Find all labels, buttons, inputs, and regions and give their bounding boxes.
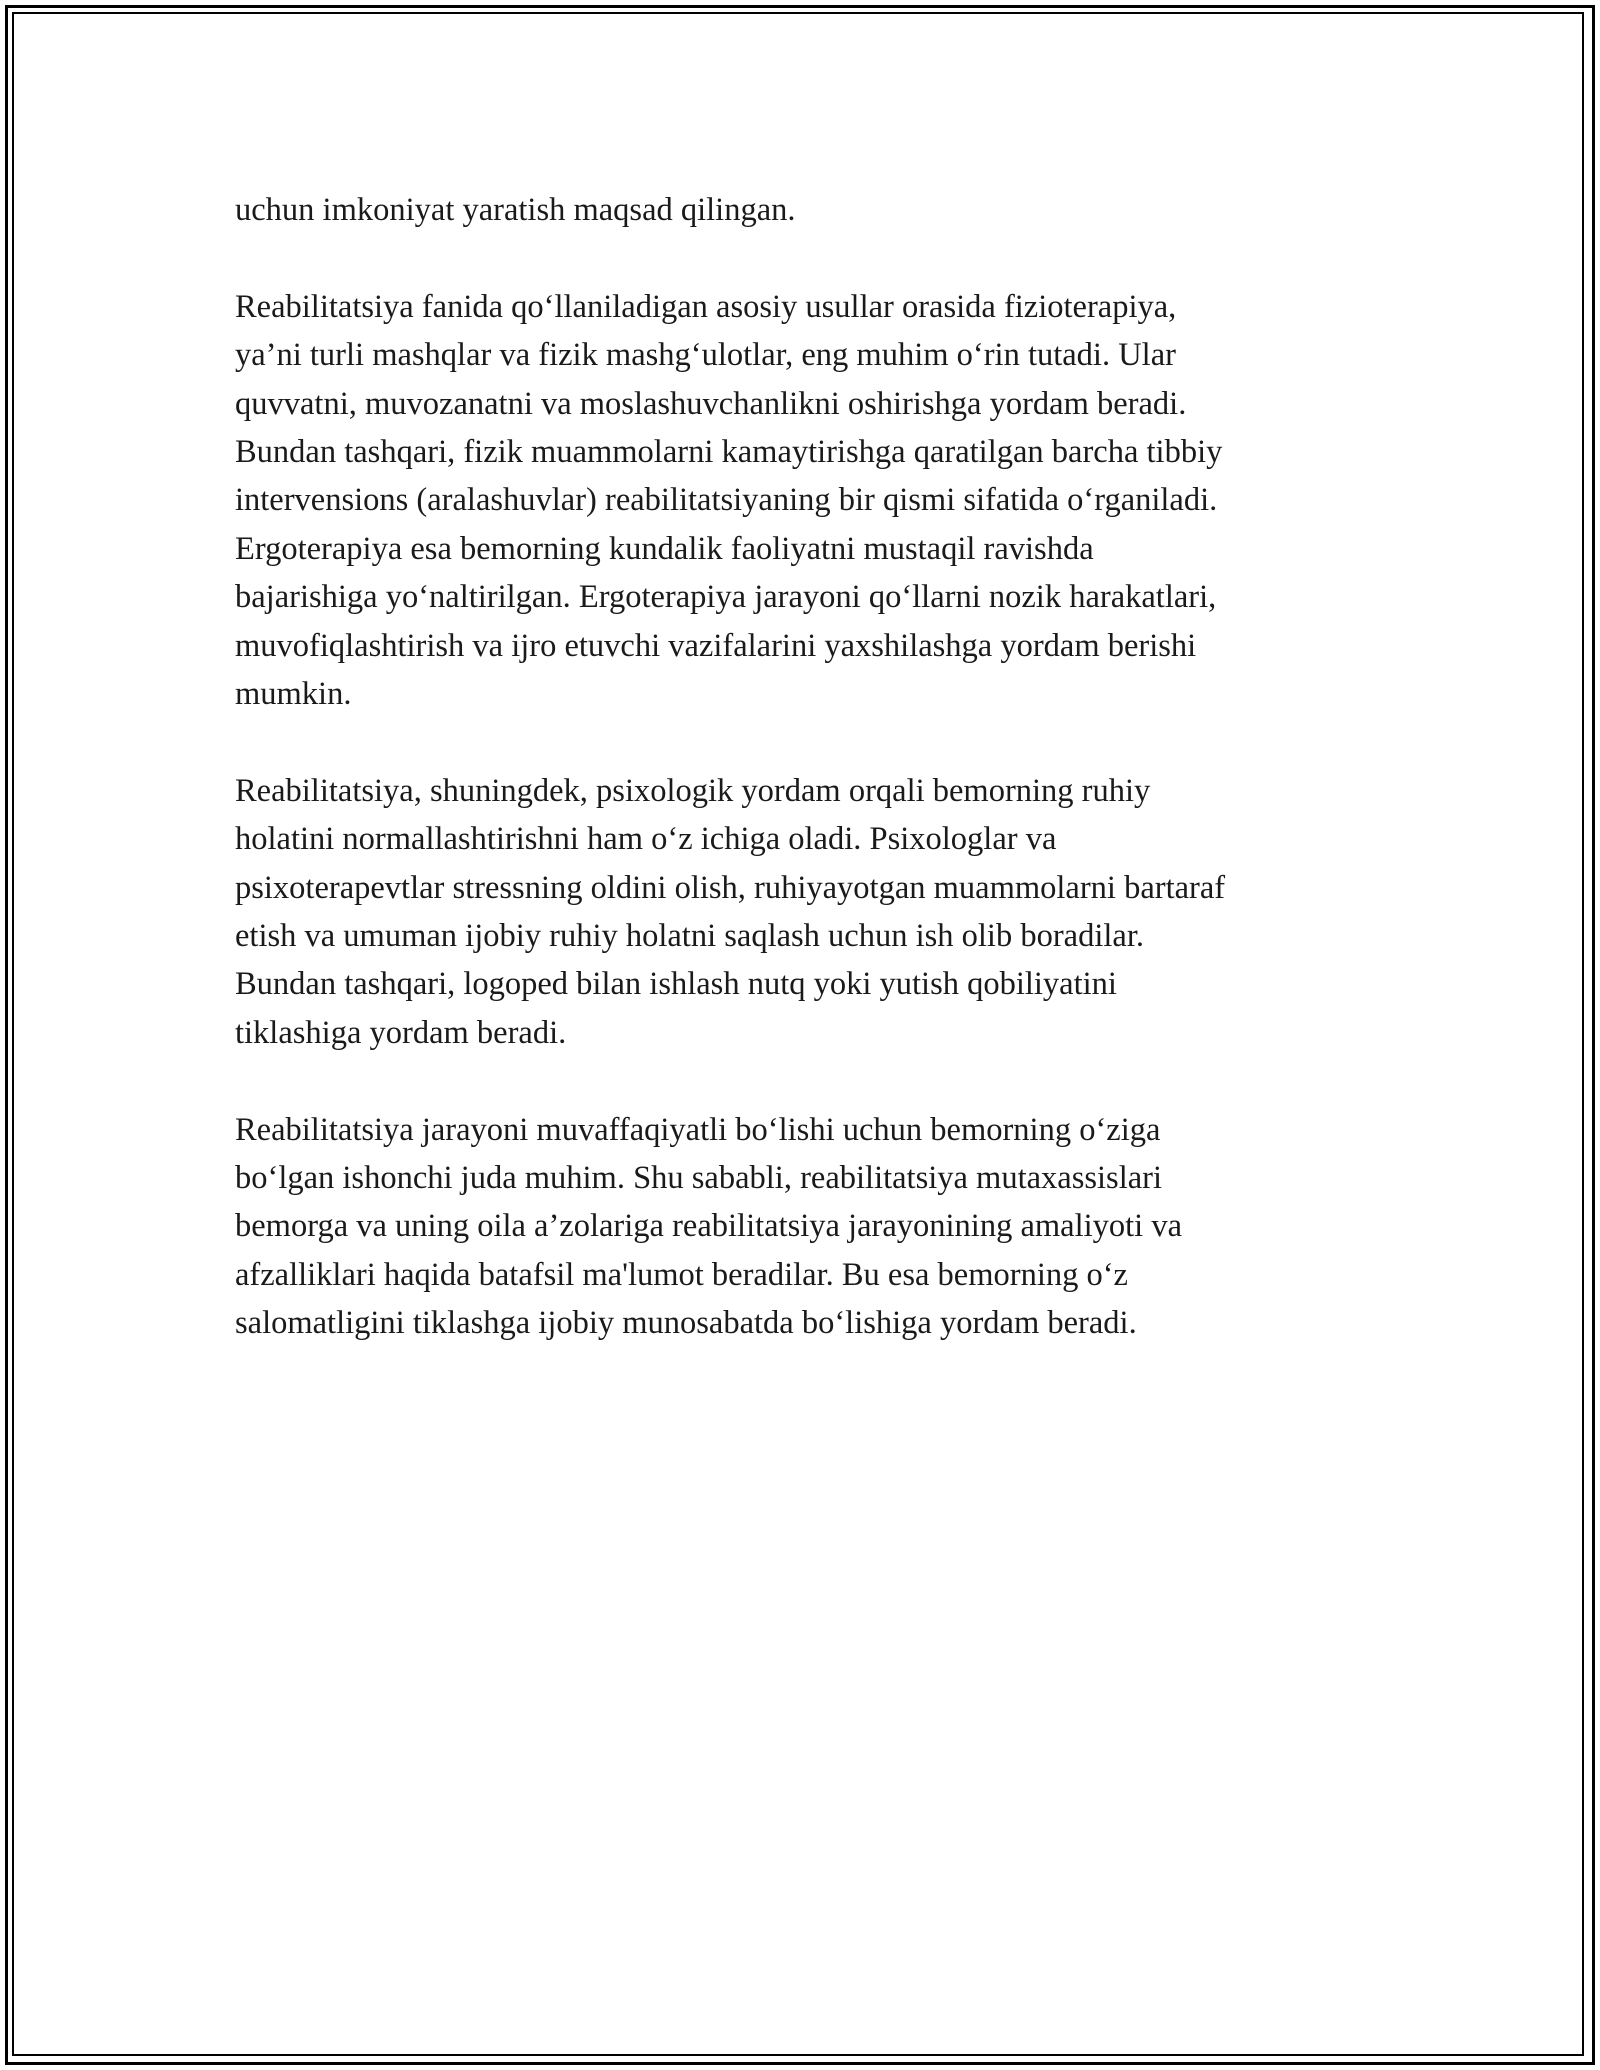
text-line: psixoterapevtlar stressning oldini olish, ruhiyayotgan muammolarni bartaraf bbox=[235, 869, 1226, 906]
paragraph bbox=[235, 767, 1365, 1057]
text-line: muvofiqlashtirish va ijro etuvchi vazifalarini yaxshilashga yordam berishi bbox=[235, 627, 1197, 664]
text-line: Reabilitatsiya fanida qo‘llaniladigan asosiy usullar orasida fizioterapiya, bbox=[235, 288, 1177, 325]
text-line: bajarishiga yo‘naltirilgan. Ergoterapiya jarayoni qo‘llarni nozik harakatlari, bbox=[235, 579, 1217, 616]
text-line: uchun imkoniyat yaratish maqsad qilingan. bbox=[235, 192, 796, 228]
paragraph bbox=[235, 283, 1365, 719]
document-body bbox=[235, 186, 1365, 1396]
text-line: mumkin. bbox=[235, 676, 352, 713]
text-line: Ergoterapiya esa bemorning kundalik faoliyatni mustaqil ravishda bbox=[235, 530, 1094, 567]
text-line: etish va umuman ijobiy ruhiy holatni saqlash uchun ish olib boradilar. bbox=[235, 918, 1144, 955]
text-line: Bundan tashqari, fizik muammolarni kamaytirishga qaratilgan barcha tibbiy bbox=[235, 434, 1223, 471]
paragraph bbox=[235, 186, 1365, 234]
paragraph bbox=[235, 1106, 1365, 1348]
text-line: bo‘lgan ishonchi juda muhim. Shu sababli, reabilitatsiya mutaxassislari bbox=[235, 1160, 1162, 1197]
text-line: afzalliklari haqida batafsil ma'lumot beradilar. Bu esa bemorning o‘z bbox=[235, 1256, 1128, 1293]
text-line: salomatligini tiklashga ijobiy munosabatda bo‘lishiga yordam beradi. bbox=[235, 1305, 1137, 1342]
text-line: ya’ni turli mashqlar va fizik mashg‘ulotlar, eng muhim o‘rin tutadi. Ular bbox=[235, 337, 1176, 374]
text-line: bemorga va uning oila a’zolariga reabilitatsiya jarayonining amaliyoti va bbox=[235, 1208, 1182, 1245]
text-line: quvvatni, muvozanatni va moslashuvchanlikni oshirishga yordam beradi. bbox=[235, 385, 1187, 422]
text-line: Reabilitatsiya jarayoni muvaffaqiyatli bo‘lishi uchun bemorning o‘ziga bbox=[235, 1111, 1161, 1148]
text-line: intervensions (aralashuvlar) reabilitatsiyaning bir qismi sifatida o‘rganiladi. bbox=[235, 482, 1218, 519]
text-line: Reabilitatsiya, shuningdek, psixologik yordam orqali bemorning ruhiy bbox=[235, 772, 1151, 809]
text-line: holatini normallashtirishni ham o‘z ichiga oladi. Psixologlar va bbox=[235, 821, 1057, 858]
text-line: tiklashiga yordam beradi. bbox=[235, 1014, 567, 1051]
text-line: Bundan tashqari, logoped bilan ishlash nutq yoki yutish qobiliyatini bbox=[235, 966, 1117, 1003]
